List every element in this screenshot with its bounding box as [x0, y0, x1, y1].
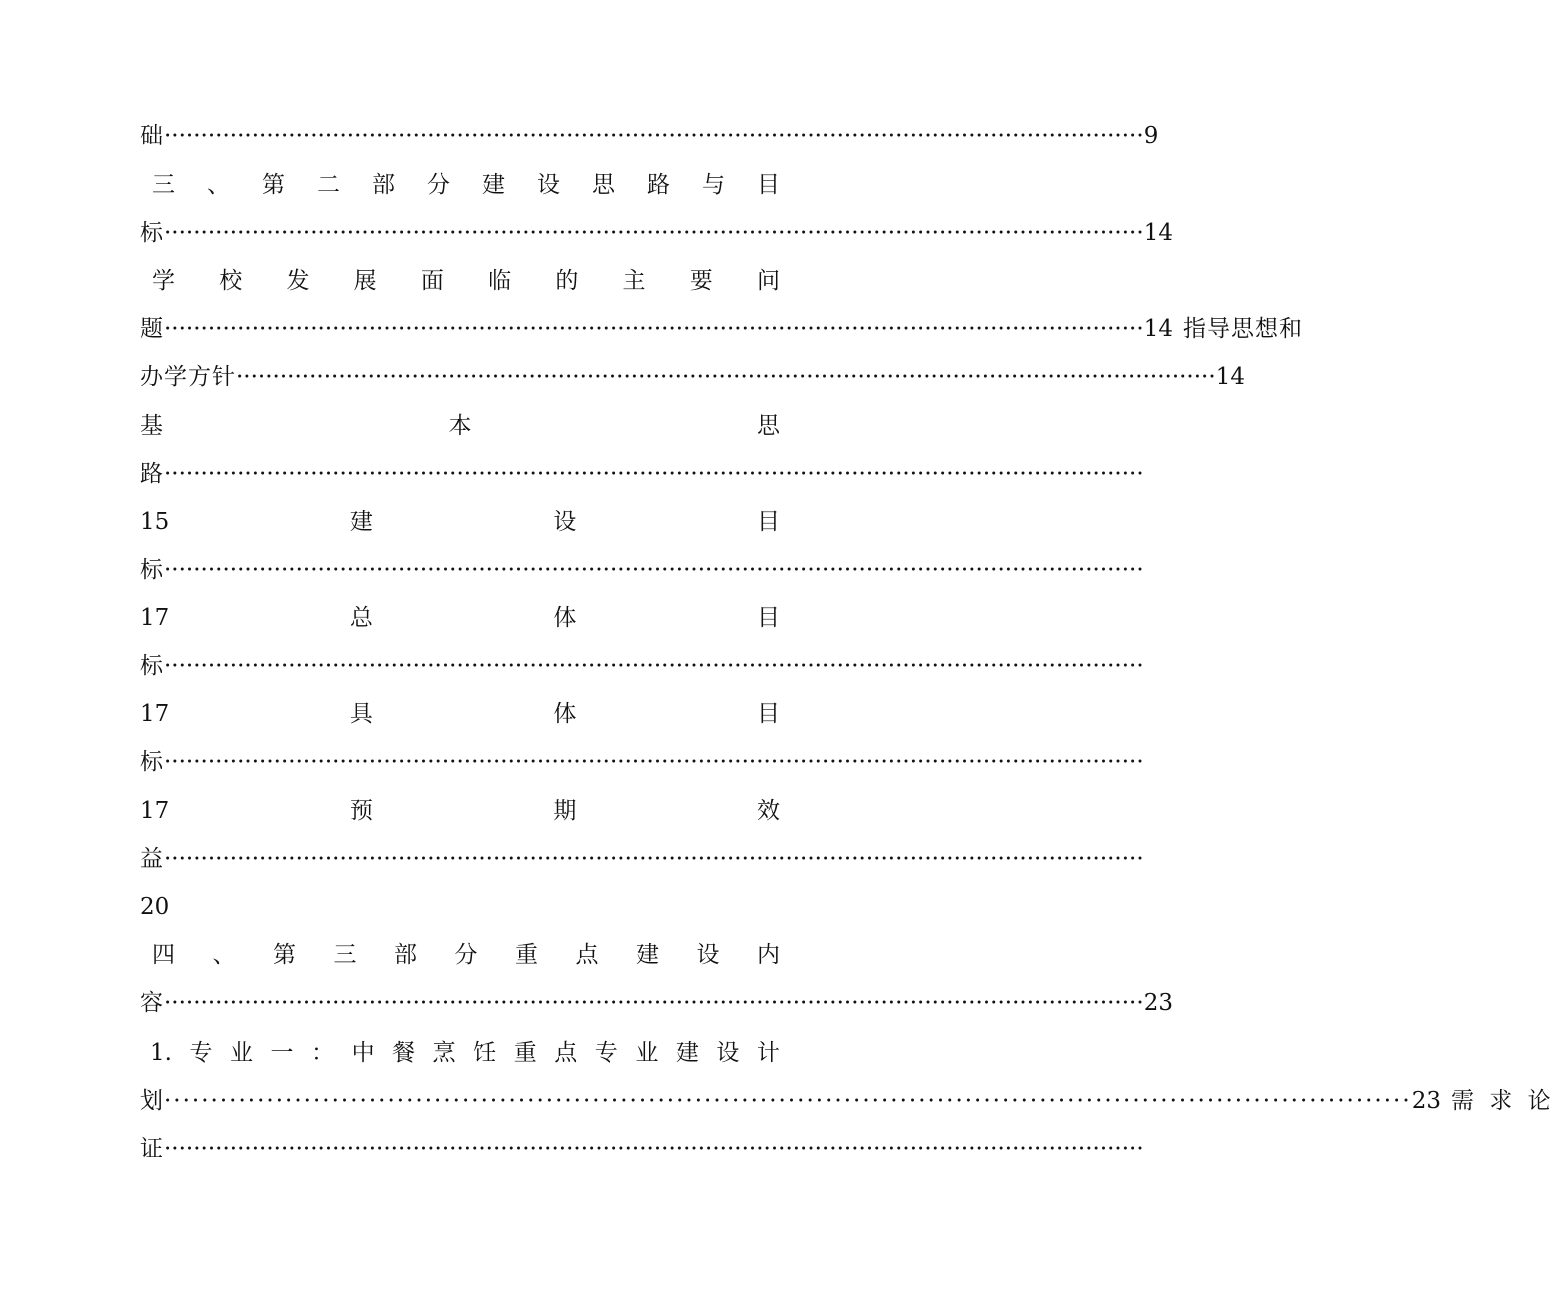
toc-char: 建 [482, 172, 505, 198]
toc-char: 内 [757, 942, 780, 968]
toc-char: 点 [554, 1040, 578, 1066]
toc-label: 础 [140, 123, 164, 149]
toc-label: 路 [140, 461, 164, 487]
toc-char: ： [311, 1040, 335, 1066]
toc-leader: ······································································································································ [164, 846, 1144, 872]
toc-char: 面 [420, 268, 444, 294]
toc-char: 目 [756, 509, 780, 535]
toc-line-basic-idea [140, 409, 780, 443]
toc-label: 容 [140, 990, 164, 1016]
toc-line-goal-2 [140, 553, 1144, 587]
toc-char: 17 [140, 798, 170, 824]
toc-heading-part-three [152, 938, 780, 972]
toc-line-school-problems [152, 264, 780, 298]
toc-line-foundation [140, 119, 1159, 153]
toc-char: 思 [592, 172, 615, 198]
toc-char: 中 [351, 1040, 375, 1066]
toc-char: 三 [333, 942, 357, 968]
toc-char: 三 [152, 172, 175, 198]
toc-leader: ······································································································································ [164, 557, 1144, 583]
toc-char: 的 [555, 268, 579, 294]
toc-char: 学 [152, 268, 175, 294]
toc-char: 一 [270, 1040, 294, 1066]
toc-page-number: 9 [1143, 123, 1159, 149]
toc-char: 与 [702, 172, 725, 198]
toc-char: 建 [636, 942, 659, 968]
toc-page-number: 14 [1143, 220, 1173, 246]
toc-page-number-20: 20 [140, 894, 170, 920]
toc-label: 划 [140, 1088, 164, 1114]
toc-char: 校 [219, 268, 243, 294]
toc-char: 临 [488, 268, 512, 294]
toc-leader: ······································································································································ [164, 990, 1144, 1016]
toc-char: 预 [349, 798, 373, 824]
toc-char: 发 [286, 268, 310, 294]
toc-char: 四 [152, 942, 175, 968]
toc-label: 证 [140, 1136, 164, 1162]
toc-leader: ······································································································································ [164, 123, 1144, 149]
toc-char: 第 [262, 172, 285, 198]
toc-char: 15 [140, 509, 170, 535]
toc-char: 效 [756, 798, 780, 824]
toc-char: 建 [349, 509, 373, 535]
toc-line-major-one [150, 1036, 780, 1070]
toc-label: 益 [140, 846, 164, 872]
toc-line-content [140, 986, 1173, 1020]
toc-char: 思 [757, 413, 780, 439]
toc-line-construction-goal [140, 505, 780, 539]
toc-leader: ······································································································································ [164, 461, 1144, 487]
toc-char: 建 [675, 1040, 699, 1066]
toc-heading-part-two [152, 168, 780, 202]
toc-page-number: 14 [1143, 316, 1173, 342]
toc-char: 本 [448, 413, 472, 439]
toc-char: 体 [553, 701, 577, 727]
toc-page-number: 14 [1215, 364, 1245, 390]
toc-char: 主 [622, 268, 646, 294]
toc-line-goal [140, 216, 1173, 250]
toc-char: 点 [575, 942, 599, 968]
toc-label: 标 [140, 220, 164, 246]
toc-leader: ······································································································································ [164, 749, 1144, 775]
toc-char: 烹 [432, 1040, 456, 1066]
toc-char: 专 [189, 1040, 213, 1066]
toc-char: 业 [230, 1040, 254, 1066]
toc-line-demonstration [140, 1132, 1144, 1166]
toc-char: 体 [553, 605, 577, 631]
toc-next-entry: 指导思想和 [1182, 316, 1303, 342]
toc-char: 展 [353, 268, 377, 294]
toc-char: 设 [553, 509, 577, 535]
toc-label: 标 [140, 557, 164, 583]
toc-char: 路 [647, 172, 670, 198]
toc-char: 部 [372, 172, 395, 198]
toc-line-idea [140, 457, 1144, 491]
toc-line-guideline [140, 360, 1245, 394]
toc-label: 题 [140, 316, 164, 342]
toc-char: 饪 [473, 1040, 497, 1066]
toc-char: 重 [513, 1040, 537, 1066]
toc-leader: ······································································································································ [164, 220, 1144, 246]
toc-char: 总 [349, 605, 373, 631]
toc-label: 标 [140, 749, 164, 775]
toc-char: 设 [537, 172, 560, 198]
toc-line-plan [140, 1084, 1555, 1118]
toc-char: 分 [427, 172, 450, 198]
toc-line-overall-goal [140, 601, 780, 635]
toc-char: 17 [140, 701, 170, 727]
toc-leader: ······································································································································ [236, 364, 1216, 390]
toc-char: 第 [273, 942, 296, 968]
toc-char: 部 [394, 942, 417, 968]
toc-char: 二 [317, 172, 340, 198]
toc-leader: ······································································································································ [164, 316, 1144, 342]
toc-page-number: 23 [1143, 990, 1173, 1016]
toc-next-entry: 需 求 论 [1450, 1088, 1555, 1114]
toc-leader: ······································································································································ [164, 653, 1144, 679]
toc-char: 、 [207, 172, 230, 198]
toc-char: 计 [756, 1040, 780, 1066]
toc-line-goal-3 [140, 649, 1144, 683]
toc-char: 专 [594, 1040, 618, 1066]
toc-char: 要 [689, 268, 713, 294]
toc-char: 1. [150, 1040, 172, 1066]
toc-char: 设 [696, 942, 720, 968]
toc-line-benefit [140, 842, 1144, 876]
toc-label: 办学方针 [140, 364, 236, 390]
toc-line-problems [140, 312, 1303, 346]
toc-line-goal-4 [140, 745, 1144, 779]
toc-char: 期 [553, 798, 577, 824]
toc-label: 标 [140, 653, 164, 679]
toc-leader: ······································································································································ [164, 1088, 1412, 1114]
toc-char: 目 [756, 701, 780, 727]
toc-leader: ······································································································································ [164, 1136, 1144, 1162]
toc-line-specific-goal [140, 697, 780, 731]
toc-char: 基 [140, 413, 163, 439]
toc-char: 设 [716, 1040, 740, 1066]
toc-char: 目 [756, 605, 780, 631]
toc-char: 餐 [392, 1040, 416, 1066]
toc-char: 目 [757, 172, 780, 198]
toc-char: 具 [349, 701, 373, 727]
toc-page-number: 23 [1411, 1088, 1441, 1114]
toc-char: 业 [635, 1040, 659, 1066]
toc-char: 、 [212, 942, 236, 968]
toc-line-expected-benefit [140, 794, 780, 828]
toc-char: 问 [756, 268, 780, 294]
toc-char: 重 [515, 942, 538, 968]
toc-char: 分 [454, 942, 478, 968]
toc-char: 17 [140, 605, 170, 631]
